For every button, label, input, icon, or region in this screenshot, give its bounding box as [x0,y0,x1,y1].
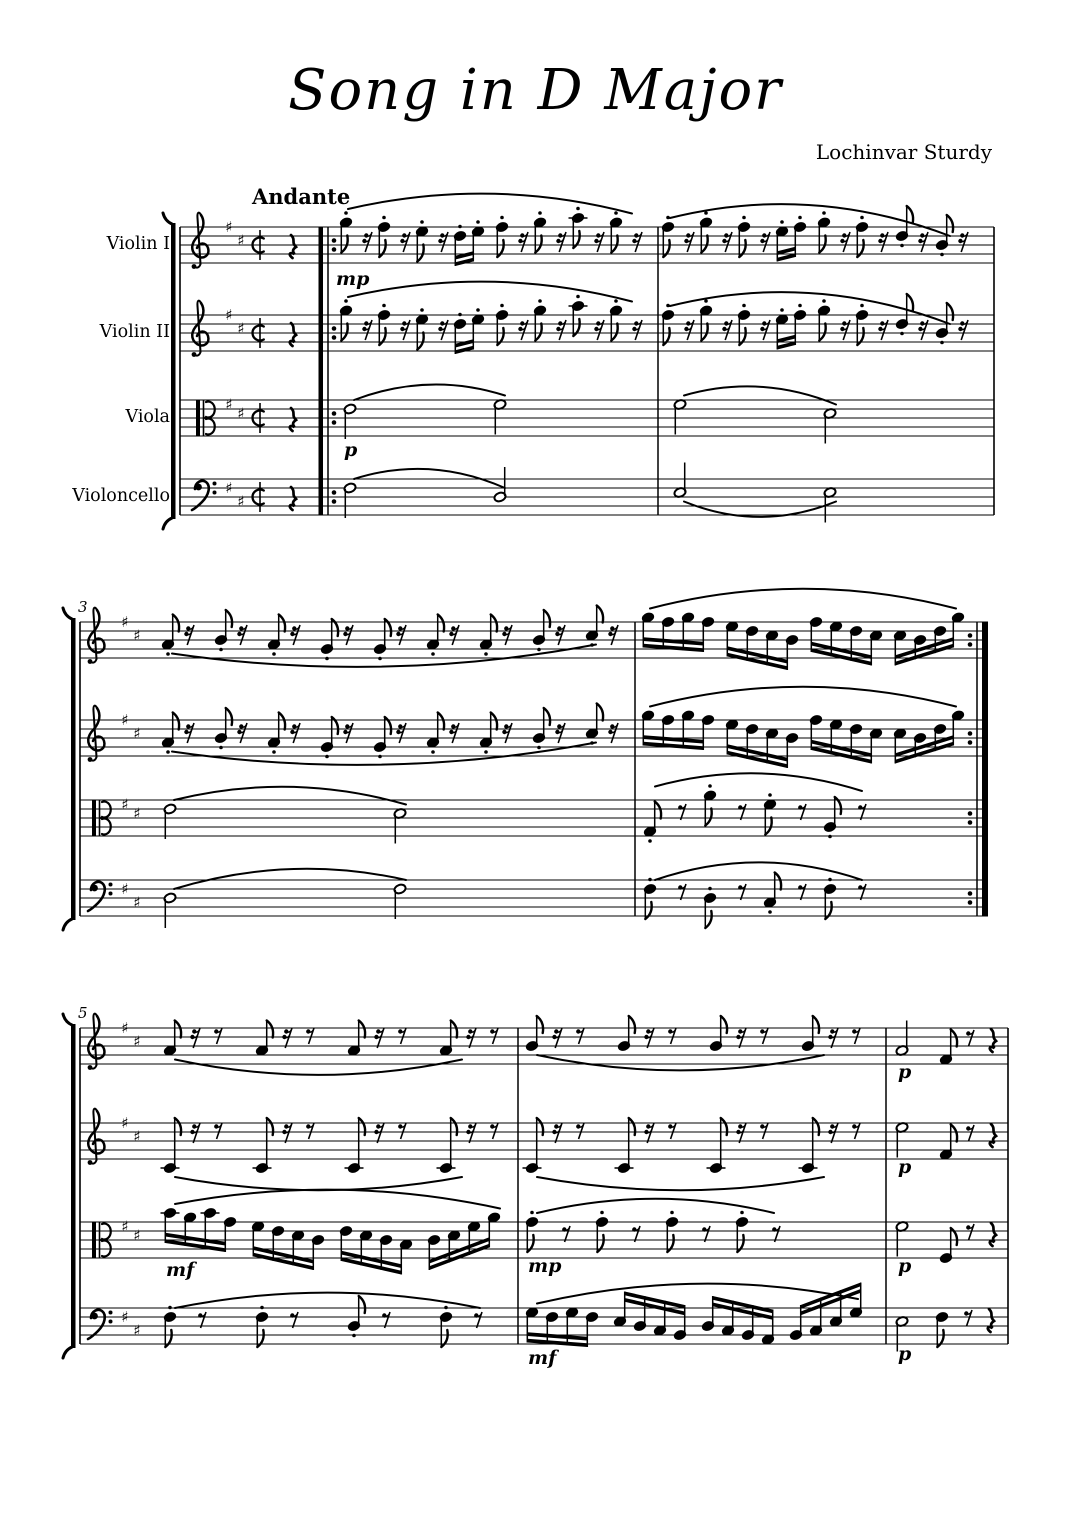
svg-text:p: p [898,1156,912,1178]
svg-text:♯: ♯ [237,492,245,511]
instrument-label-viola: Viola [125,407,170,427]
svg-text:p: p [344,439,358,461]
svg-text:p: p [898,1343,912,1365]
svg-text:♯: ♯ [225,479,233,497]
instrument-label-violoncello: Violoncello [72,486,170,506]
svg-text:♯: ♯ [133,1226,141,1245]
svg-text:♯: ♯ [121,613,129,631]
svg-text:♯: ♯ [121,711,129,729]
svg-text:♯: ♯ [133,893,141,912]
svg-text:♯: ♯ [225,218,233,236]
svg-text:♯: ♯ [121,795,129,814]
svg-text:♯: ♯ [237,404,245,423]
composer-name: Lochinvar Sturdy [815,140,992,164]
instrument-label-violin-1: Violin I [106,234,170,254]
svg-text:♯: ♯ [237,231,245,250]
svg-text:♯: ♯ [133,724,141,743]
tempo-marking: Andante [252,184,351,209]
svg-text:♯: ♯ [133,1127,141,1146]
svg-text:mf: mf [528,1347,557,1369]
piece-title: Song in D Major [288,58,783,123]
svg-text:mp: mp [528,1255,562,1277]
svg-text:♯: ♯ [133,1032,141,1051]
svg-text:5: 5 [78,1004,88,1022]
svg-text:♯: ♯ [133,1321,141,1340]
svg-text:♯: ♯ [121,880,129,898]
svg-text:p: p [898,1061,912,1083]
svg-text:3: 3 [78,598,88,616]
svg-text:♯: ♯ [133,626,141,645]
svg-text:mp: mp [336,268,370,290]
svg-text:♯: ♯ [121,1114,129,1132]
svg-text:♯: ♯ [133,804,141,823]
svg-text:♯: ♯ [121,1217,129,1236]
svg-text:♯: ♯ [121,1308,129,1326]
svg-text:♯: ♯ [225,395,233,414]
svg-text:mf: mf [166,1259,195,1281]
svg-text:♯: ♯ [225,306,233,324]
svg-text:♯: ♯ [237,319,245,338]
svg-text:p: p [898,1255,912,1277]
svg-text:♯: ♯ [121,1019,129,1037]
instrument-label-violin-2: Violin II [99,322,170,342]
